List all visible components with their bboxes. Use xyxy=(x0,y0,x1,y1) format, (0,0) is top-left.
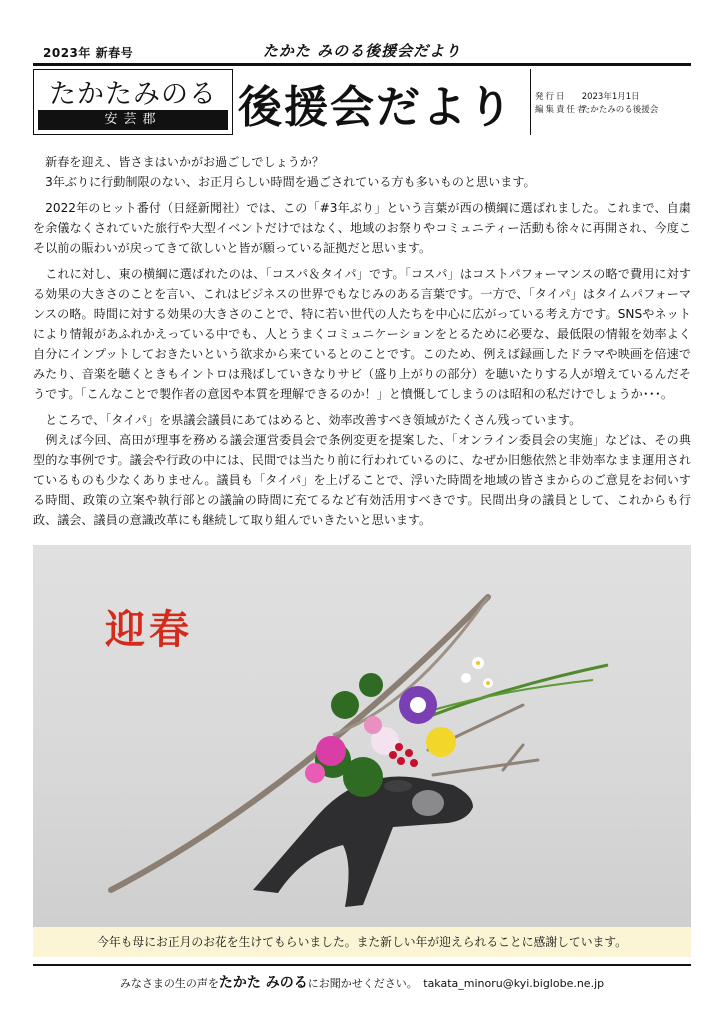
footer xyxy=(33,972,691,992)
footer-rule xyxy=(33,964,691,966)
issue-info xyxy=(530,69,691,135)
masthead xyxy=(33,69,691,137)
footer-prefix: みなさまの生の声を xyxy=(119,977,219,990)
paper-title: 後援会だより xyxy=(238,82,514,133)
issue-date: 2023年1月1日 xyxy=(581,92,640,102)
contact-email[interactable]: takata_minoru@kyi.biglobe.ne.jp xyxy=(423,977,605,990)
article-body xyxy=(33,152,691,530)
greeting-line-2: 3年ぶりに行動制限のない、お正月らしい時間を過ごされている方も多いものと思います。 xyxy=(45,175,536,189)
editor-name: たかたみのる後援会 xyxy=(581,105,659,115)
footer-suffix: にお聞かせください。 xyxy=(307,977,413,990)
paragraph-assembly-intro: ところで、「タイパ」を県議会議員にあてはめると、効率改善すべき領域がたくさん残っています。 xyxy=(45,413,582,427)
paragraph-hit-ranking: 2022年のヒット番付（日経新聞社）では、この「#3年ぶり」という言葉が西の横綱に選ばれました。これまで、自粛を余儀なくされていた旅行や大型イベントだけではなく、地域のお祭りやコミュニティー活動も徐々に再開され、今度こそ以前の賑わいが戻ってきて欲しいと皆が願っている証拠だと思います。 xyxy=(33,201,691,255)
name-box xyxy=(33,69,233,135)
photo-caption: 今年も母にお正月のお花を生けてもらいました。また新しい年が迎えられることに感謝しています。 xyxy=(33,927,691,957)
candidate-name: たかたみのる xyxy=(49,79,217,110)
district-label: 安芸郡 xyxy=(38,110,228,130)
paragraph-cospa-taipa: これに対し、東の横綱に選ばれたのは、「コスパ＆タイパ」です。「コスパ」はコストパフォーマンスの略で費用に対する効果の大きさのことを言い、これはビジネスの世界でもなじみのある言葉です。一方で、「タイパ」はタイムパフォーマンスの略。時間に対する効果の大きさのことで、特に若い世代の人たちを中心に広がっている考え方です。SNSやネットにより情報があふれかえっている中でも、人とうまくコミュニケーションをとるために必要な、最低限の情報を効率よく自分にインプットしておきたいという欲求から来ているとのことです。このため、例えば録画したドラマや映画を倍速でみたり、音楽を聴くときもイントロは飛ばしていきなりサビ（盛り上がりの部分）を聴いたりする人が増えているんだそうです。「こんなことで製作者の意図や本質を理解できるのか！」と憤慨してしまうのは昭和の私だけでしょうか･･･。 xyxy=(33,267,691,401)
edition-label: 2023年 新春号 xyxy=(43,46,134,60)
header-rule xyxy=(33,63,691,66)
issue-date-label: 発行日 xyxy=(535,92,567,102)
geishun-overlay: 迎春 xyxy=(105,606,193,653)
editor-label: 編集責任者 xyxy=(535,105,588,115)
footer-name: たかた みのる xyxy=(218,975,308,991)
ikebana-photo xyxy=(33,545,691,957)
top-strip xyxy=(33,40,691,64)
paragraph-assembly-example: 例えば今回、高田が理事を務める議会運営委員会で条例変更を提案した、「オンライン委員会の実施」などは、その典型的な事例です。議会や行政の中には、民間では当たり前に行われているのに、なぜか旧態依然と非効率なまま運用されているものも少なくありません。議員も「タイパ」を上げることで、浮いた時間を地域の皆さまからのご意見をお伺いする時間、政策の立案や執行部との議論の時間に充てるなど有効活用すべきです。民間出身の議員として、これからも行政、議会、議員の意識改革にも継続して取り組んでいきたいと思います。 xyxy=(33,433,691,527)
greeting-line-1: 新春を迎え、皆さまはいかがお過ごしでしょうか？ xyxy=(45,155,324,169)
top-title: たかた みのる後援会だより xyxy=(262,42,462,60)
